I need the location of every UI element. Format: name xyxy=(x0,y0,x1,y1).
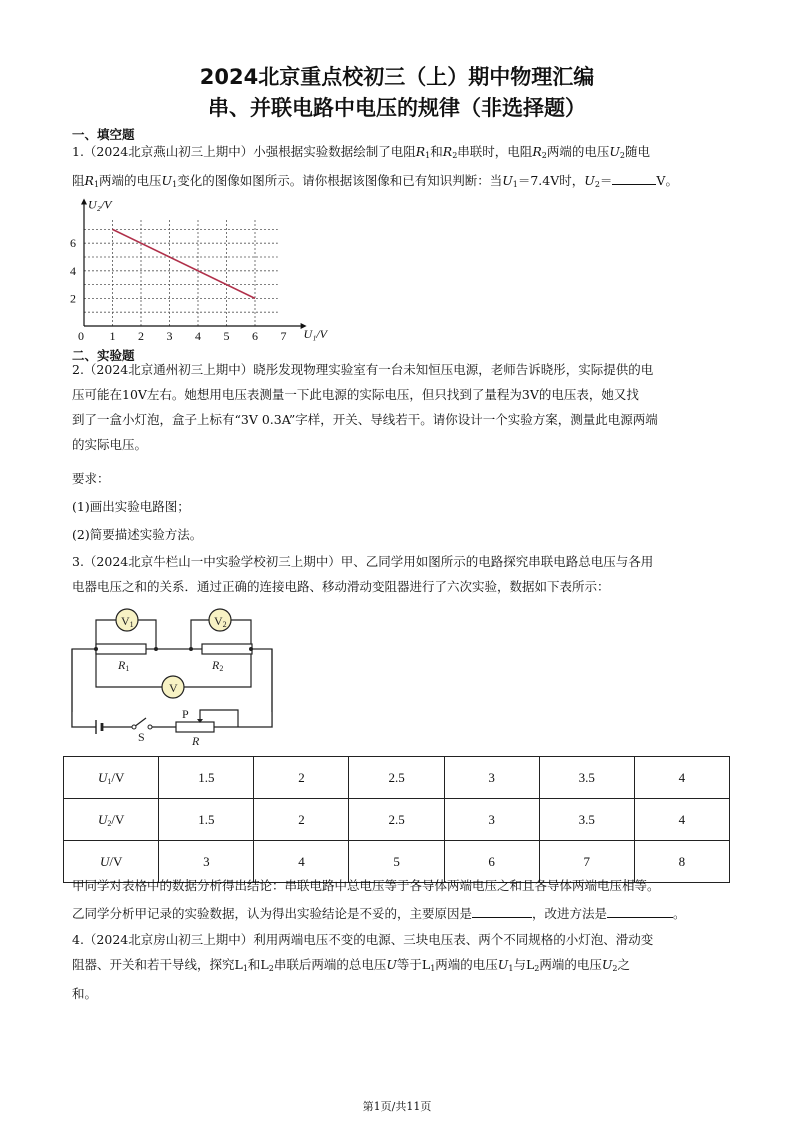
section-heading-experiment: 二、实验题 xyxy=(72,348,135,363)
x-tick-label: 4 xyxy=(195,329,201,342)
y-tick-label: 2 xyxy=(70,291,76,306)
table-row xyxy=(64,799,730,841)
answer-blank-reason xyxy=(472,903,532,918)
table-row xyxy=(64,757,730,799)
table-row-header: $U_1/V$ xyxy=(64,757,159,799)
question-2-requirements-label: 要求： xyxy=(72,471,110,486)
svg-text:S: S xyxy=(138,730,145,744)
chart-ticks xyxy=(70,198,329,342)
x-tick-label: 0 xyxy=(78,329,84,342)
x-tick-label: 2 xyxy=(138,329,144,342)
question-3-conclusion-b: 乙同学分析甲记录的实验数据，认为得出实验结论是不妥的，主要原因是 ，改进方法是 。 xyxy=(72,901,724,926)
x-tick-label: 7 xyxy=(280,329,287,342)
chart-axes xyxy=(81,199,307,329)
voltage-data-table xyxy=(63,756,730,883)
table-row-header: U/V xyxy=(64,841,159,883)
question-2-requirement-1: (1)画出实验电路图； xyxy=(72,499,190,514)
question-3-text: 3.（2024北京牛栏山一中实验学校初三上期中）甲、乙同学用如图所示的电路探究串联电路总电压与各用 电器电压之和的关系．通过正确的连接电路、移动滑动变阻器进行了六次实验，数据如下表所示： xyxy=(72,554,654,594)
resistor-r2 xyxy=(202,644,252,654)
x-tick-label: 6 xyxy=(252,329,258,342)
y-tick-label: 4 xyxy=(70,263,76,278)
svg-text:P: P xyxy=(182,707,189,721)
chart-series xyxy=(113,229,256,298)
x-tick-label: 3 xyxy=(166,329,173,342)
y-tick-label: 6 xyxy=(70,236,76,251)
question-4-text: 4.（2024北京房山初三上期中）利用两端电压不变的电源、三块电压表、两个不同规格的小灯泡、滑动变 阻器、开关和若干导线，探究$L_1$和$L_2$串联后两端的总电压U等于$L_1$两端的电压$U_1$与$L_2$两端的电压$U_2$之 和。 xyxy=(72,932,654,1001)
question-2-text: 2.（2024北京通州初三上期中）晓彤发现物理实验室有一台未知恒压电源，老师告诉晓彤，实际提供的电 压可能在10V左右。她想用电压表测量一下此电源的实际电压，但只找到了量程为3V的电压表，她又找 到了一盒小灯泡，盒子上标有“3V 0.3A”字样，开关、导线若干。请你设计一个实验方案，测量此电源两端 的实际电压。 xyxy=(72,362,658,452)
page-title-line2: 串、并联电路中电压的规律（非选择题） xyxy=(208,96,586,120)
table-cell: 4 xyxy=(634,799,729,841)
y-axis-arrow xyxy=(81,199,87,205)
x-tick-label: 1 xyxy=(109,329,116,342)
table-cell: 3 xyxy=(444,757,539,799)
svg-text:R1: R1 xyxy=(118,658,130,673)
section-heading-fill-blank: 一、填空题 xyxy=(72,127,135,142)
table-cell: 2 xyxy=(254,799,349,841)
question-1-text: 1.（2024北京燕山初三上期中）小强根据实验数据绘制了电阻$R_1$和$R_2$串联时，电阻$R_2$两端的电压$U_2$随电 阻$R_1$两端的电压$U_1$变化的图像如图所示。请你根据该图像和已有知识判断：当$U_1=7.4V$时，$U_2= V$。 xyxy=(72,144,678,189)
table-cell: 3 xyxy=(159,841,254,883)
table-cell: 2 xyxy=(254,757,349,799)
page-title-line1: 2024北京重点校初三（上）期中物理汇编 xyxy=(199,65,595,89)
table-cell: 1.5 xyxy=(159,799,254,841)
table-cell: 6 xyxy=(444,841,539,883)
table-cell: 4 xyxy=(254,841,349,883)
table-cell: 1.5 xyxy=(159,757,254,799)
table-cell: 2.5 xyxy=(349,799,444,841)
table-cell: 7 xyxy=(539,841,634,883)
table-cell: 3 xyxy=(444,799,539,841)
page-footer: 第1页/共11页 xyxy=(362,1100,432,1113)
u2-vs-u1-chart xyxy=(62,190,342,342)
svg-text:R2: R2 xyxy=(212,658,224,673)
table-cell: 3.5 xyxy=(539,799,634,841)
y-axis-label: U₂/V xyxy=(88,197,112,212)
x-tick-label: 5 xyxy=(223,329,230,342)
table-cell: 2.5 xyxy=(349,757,444,799)
table-cell: 5 xyxy=(349,841,444,883)
answer-blank-method xyxy=(607,903,673,918)
resistor-r1 xyxy=(96,644,146,654)
series-circuit-diagram xyxy=(66,602,286,750)
chart-grid xyxy=(84,218,278,326)
table-row-header: $U_2/V$ xyxy=(64,799,159,841)
question-2-requirement-2: (2)简要描述实验方法。 xyxy=(72,527,203,542)
svg-text:V2: V2 xyxy=(214,614,227,629)
svg-text:V: V xyxy=(169,681,178,695)
table-cell: 8 xyxy=(634,841,729,883)
x-axis-label: U₁/V xyxy=(303,327,327,341)
answer-blank xyxy=(612,170,656,185)
table-cell: 4 xyxy=(634,757,729,799)
table-cell: 3.5 xyxy=(539,757,634,799)
svg-text:R: R xyxy=(192,734,200,748)
rheostat-r xyxy=(176,722,214,732)
question-3-conclusion-a: 甲同学对表格中的数据分析得出结论：串联电路中总电压等于各导体两端电压之和且各导体两端电压相等。 xyxy=(72,878,660,893)
series-line xyxy=(113,229,256,298)
svg-text:V1: V1 xyxy=(121,614,134,629)
